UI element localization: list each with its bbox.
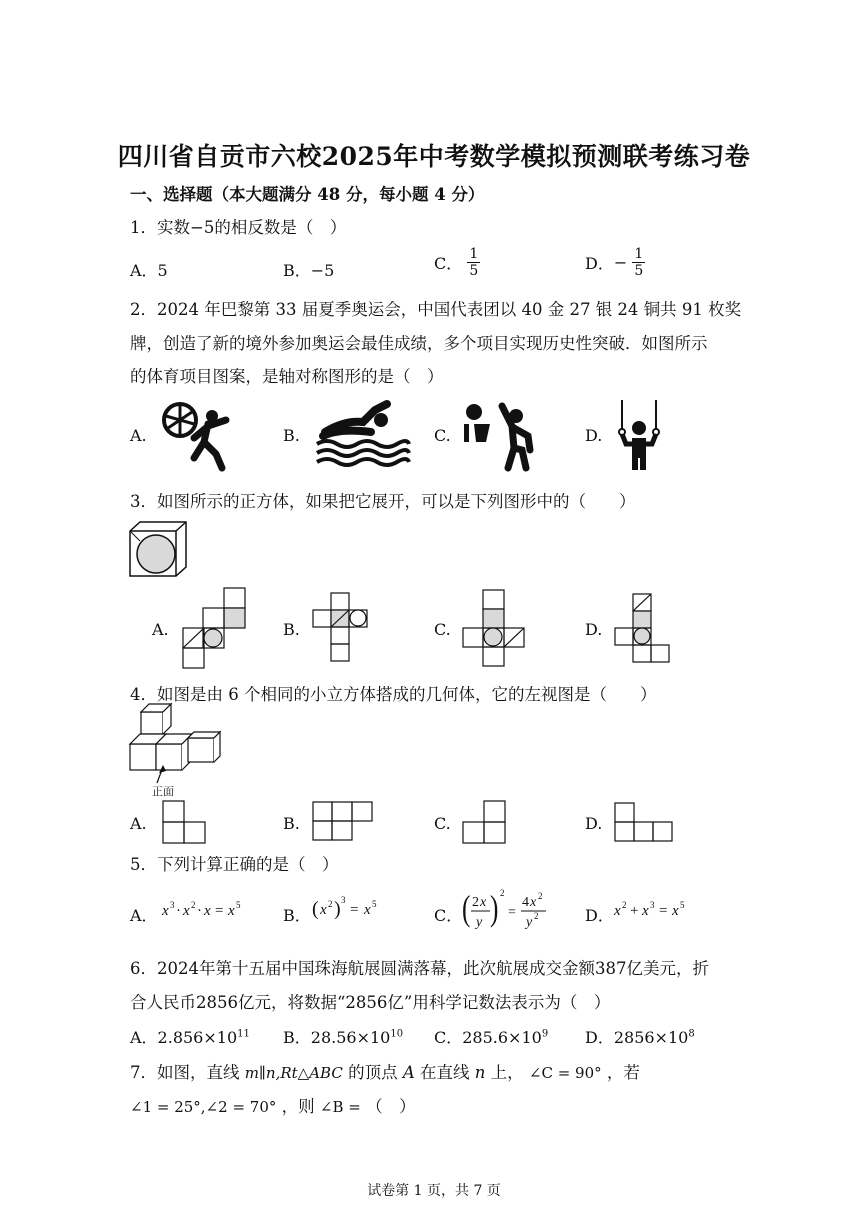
page-title: 四川省自贡市六校2025年中考数学模拟预测联考练习卷	[117, 142, 751, 171]
q7-math: ∠B =	[319, 1098, 361, 1116]
q7-text: 的顶点	[348, 1063, 398, 1082]
svg-text:·: ·	[197, 903, 202, 919]
svg-text:y: y	[526, 915, 533, 930]
q2-option-a: A.	[130, 426, 147, 445]
svg-text:=: =	[508, 905, 516, 920]
q7-line2	[130, 1093, 416, 1117]
q5-expr-d	[614, 895, 704, 923]
q6-line1: 6．2024年第十五届中国珠海航展圆满落幕，此次航展成交金额387亿美元，折	[130, 959, 709, 978]
q1-option-d	[585, 246, 645, 279]
q6-option-c	[434, 1025, 548, 1048]
svg-text:2: 2	[472, 895, 479, 910]
svg-text:x: x	[183, 903, 190, 919]
q3-net-c	[462, 589, 526, 669]
frac-num: 1	[469, 246, 479, 262]
q1-option-c	[434, 246, 480, 279]
q7-text: ，则	[281, 1097, 315, 1116]
svg-text:x: x	[530, 895, 537, 910]
svg-text:5: 5	[372, 899, 377, 909]
svg-text:(: (	[312, 898, 319, 920]
q1-option-c-fraction	[467, 246, 480, 279]
svg-text:2: 2	[191, 900, 196, 910]
svg-text:+: +	[630, 903, 639, 919]
q2-line2: 牌，创造了新的境外参加奥运会最佳成绩，多个项目实现历史性突破．如图所示	[130, 334, 708, 353]
q3-net-d	[614, 593, 672, 665]
cube-figure	[129, 521, 187, 577]
svg-text:=: =	[215, 903, 224, 919]
svg-text:·: ·	[176, 903, 181, 919]
q1-option-d-label: D．	[585, 254, 614, 273]
q4-option-d: D.	[585, 814, 603, 833]
q7-math: n	[474, 1063, 486, 1082]
q5-expr-a	[162, 895, 262, 923]
q5-option-a-label: A．	[130, 906, 158, 925]
q5-option-b-label: B．	[283, 906, 311, 925]
q1-option-b: B．−5	[283, 261, 335, 280]
q7-math: m∥n,Rt△ABC	[244, 1064, 343, 1082]
q3-option-b: B.	[283, 620, 300, 639]
svg-text:(: (	[462, 887, 471, 929]
q3-option-c: C.	[434, 620, 451, 639]
svg-text:x: x	[162, 903, 169, 919]
q1-option-a: A．5	[130, 261, 168, 280]
exponent: 8	[688, 1028, 695, 1040]
basketball-players-icon	[460, 402, 542, 472]
q3-stem: 3．如图所示的正方体，如果把它展开，可以是下列图形中的（ ）	[130, 492, 636, 511]
svg-text:5: 5	[236, 900, 241, 910]
svg-text:2: 2	[328, 899, 333, 909]
exponent: 9	[541, 1028, 549, 1040]
svg-text:3: 3	[341, 895, 346, 905]
q2-line1: 2．2024 年巴黎第 33 届夏季奥运会，中国代表团以 40 金 27 银 24 铜共 91 枚奖	[130, 300, 742, 319]
svg-text:=: =	[659, 903, 668, 919]
q6-line2: 合人民币2856亿元，将数据“2856亿”用科学记数法表示为（ ）	[130, 993, 611, 1012]
q7-math: ∠1 = 25°,∠2 = 70°	[130, 1098, 277, 1116]
q4-view-d	[614, 802, 674, 842]
svg-text:x: x	[364, 902, 371, 918]
svg-text:x: x	[614, 903, 621, 919]
q4-solid-figure	[129, 711, 221, 775]
q6-option-d	[585, 1025, 695, 1048]
q5-expr-b	[312, 893, 402, 923]
svg-text:2: 2	[534, 911, 539, 921]
q4-view-b	[312, 801, 374, 841]
q4-stem: 4．如图是由 6 个相同的小立方体搭成的几何体，它的左视图是（ ）	[130, 685, 657, 704]
q1-stem: 1．实数−5的相反数是（ ）	[130, 218, 347, 237]
q3-net-b	[312, 592, 370, 664]
q4-view-a	[162, 800, 208, 844]
q7-text: 在直线	[419, 1063, 470, 1082]
front-label: 正面	[152, 785, 174, 798]
q7-text: 上，	[490, 1063, 524, 1082]
svg-text:x: x	[228, 903, 235, 919]
svg-text:3: 3	[170, 900, 175, 910]
q5-expr-c	[462, 888, 554, 936]
gymnast-rings-icon	[612, 400, 666, 472]
q7-text: ，若	[606, 1063, 640, 1082]
frac-num: 1	[634, 246, 644, 262]
svg-text:x: x	[672, 903, 679, 919]
q4-option-c: C.	[434, 814, 451, 833]
svg-text:2: 2	[538, 891, 543, 901]
frac-den: 5	[634, 263, 644, 279]
section-heading: 一、选择题（本大题满分 48 分，每小题 4 分）	[130, 185, 485, 204]
soccer-player-icon	[160, 398, 240, 470]
swimmer-icon	[315, 402, 407, 462]
q2-line3: 的体育项目图案，是轴对称图形的是（ ）	[130, 367, 444, 386]
q7-line1	[130, 1059, 640, 1083]
q6-option-d-text: D．2856×10	[585, 1028, 689, 1047]
q7-text: 7．如图，直线	[130, 1063, 240, 1082]
q6-option-a	[130, 1025, 250, 1048]
q1-option-d-fraction	[632, 246, 645, 279]
q6-option-a-text: A．2.856×10	[130, 1028, 238, 1047]
svg-text:x: x	[320, 902, 327, 918]
svg-text:x: x	[480, 895, 487, 910]
q6-option-c-text: C．285.6×10	[434, 1028, 542, 1047]
q5-option-d-label: D．	[585, 906, 614, 925]
q6-option-b	[283, 1025, 403, 1048]
q2-option-d: D.	[585, 426, 603, 445]
svg-text:=: =	[350, 902, 359, 918]
q6-option-b-text: B．28.56×10	[283, 1028, 391, 1047]
svg-text:2: 2	[500, 888, 505, 898]
exponent: 11	[237, 1028, 250, 1040]
q1-option-c-label: C．	[434, 254, 463, 273]
q7-math: A	[402, 1063, 415, 1082]
svg-text:4: 4	[522, 895, 529, 910]
svg-text:3: 3	[650, 900, 655, 910]
q3-net-a	[182, 587, 246, 669]
q7-math: ∠C = 90°	[528, 1064, 602, 1082]
svg-text:): )	[490, 887, 499, 929]
q3-option-d: D.	[585, 620, 603, 639]
frac-den: 5	[469, 263, 479, 279]
page-footer: 试卷第 1 页，共 7 页	[367, 1183, 501, 1199]
q2-option-b: B.	[283, 426, 300, 445]
q4-view-c	[462, 800, 508, 844]
q2-option-c: C.	[434, 426, 451, 445]
q5-option-c-label: C．	[434, 906, 463, 925]
q4-option-a: A.	[130, 814, 147, 833]
q5-stem: 5．下列计算正确的是（ ）	[130, 855, 339, 874]
exponent: 10	[390, 1028, 404, 1040]
q7-text: （ ）	[366, 1097, 416, 1116]
svg-text:x: x	[642, 903, 649, 919]
q3-option-a: A.	[152, 620, 169, 639]
minus-sign: −	[613, 253, 628, 272]
q4-option-b: B.	[283, 814, 300, 833]
svg-text:y: y	[476, 915, 483, 930]
svg-text:x: x	[204, 903, 211, 919]
svg-text:5: 5	[680, 900, 685, 910]
svg-text:): )	[334, 898, 341, 920]
svg-text:2: 2	[622, 900, 627, 910]
